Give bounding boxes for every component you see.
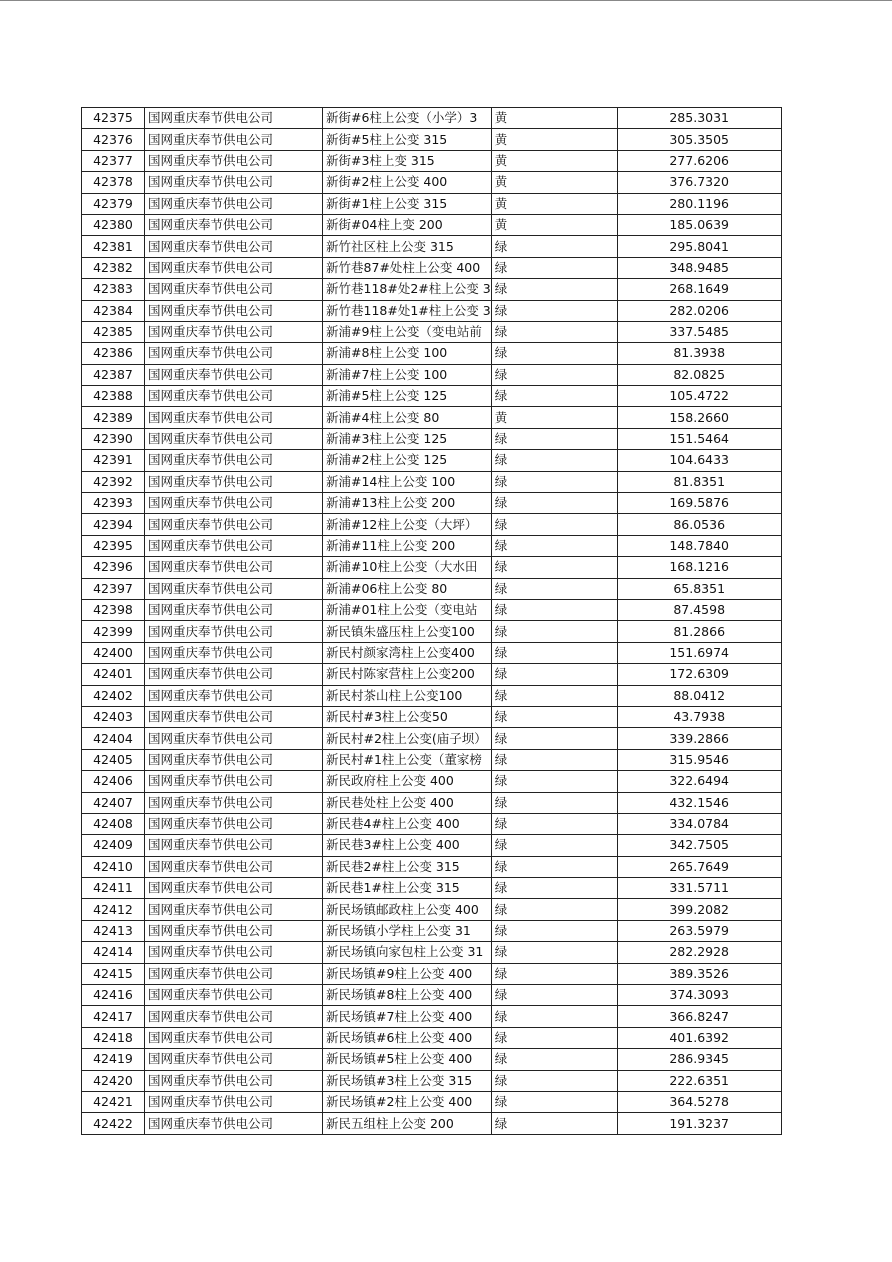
transformer-name-cell: 新民村#3柱上公变50 — [323, 706, 492, 727]
table-row — [82, 236, 782, 257]
value-cell: 82.0825 — [617, 364, 781, 385]
status-cell: 绿 — [491, 343, 617, 364]
table-row — [82, 1049, 782, 1070]
status-cell: 绿 — [491, 1006, 617, 1027]
value-cell: 389.3526 — [617, 963, 781, 984]
table-row — [82, 108, 782, 129]
status-cell: 绿 — [491, 899, 617, 920]
table-row — [82, 942, 782, 963]
status-cell: 绿 — [491, 578, 617, 599]
status-cell: 黄 — [491, 129, 617, 150]
company-cell: 国网重庆奉节供电公司 — [145, 985, 323, 1006]
row-id-cell: 42422 — [82, 1113, 145, 1134]
data-table — [81, 107, 782, 1135]
table-row — [82, 985, 782, 1006]
row-id-cell: 42408 — [82, 813, 145, 834]
transformer-name-cell: 新民村茶山柱上公变100 — [323, 685, 492, 706]
row-id-cell: 42396 — [82, 557, 145, 578]
status-cell: 绿 — [491, 920, 617, 941]
row-id-cell: 42380 — [82, 214, 145, 235]
table-row — [82, 407, 782, 428]
status-cell: 绿 — [491, 279, 617, 300]
row-id-cell: 42417 — [82, 1006, 145, 1027]
status-cell: 绿 — [491, 428, 617, 449]
status-cell: 绿 — [491, 1113, 617, 1134]
company-cell: 国网重庆奉节供电公司 — [145, 514, 323, 535]
value-cell: 151.5464 — [617, 428, 781, 449]
table-row — [82, 364, 782, 385]
table-row — [82, 728, 782, 749]
row-id-cell: 42400 — [82, 642, 145, 663]
status-cell: 绿 — [491, 835, 617, 856]
company-cell: 国网重庆奉节供电公司 — [145, 835, 323, 856]
transformer-name-cell: 新民巷2#柱上公变 315 — [323, 856, 492, 877]
table-row — [82, 428, 782, 449]
table-row — [82, 321, 782, 342]
status-cell: 绿 — [491, 364, 617, 385]
value-cell: 282.0206 — [617, 300, 781, 321]
company-cell: 国网重庆奉节供电公司 — [145, 343, 323, 364]
company-cell: 国网重庆奉节供电公司 — [145, 1070, 323, 1091]
value-cell: 339.2866 — [617, 728, 781, 749]
row-id-cell: 42398 — [82, 599, 145, 620]
row-id-cell: 42393 — [82, 493, 145, 514]
status-cell: 绿 — [491, 642, 617, 663]
row-id-cell: 42394 — [82, 514, 145, 535]
row-id-cell: 42409 — [82, 835, 145, 856]
transformer-name-cell: 新浦#3柱上公变 125 — [323, 428, 492, 449]
transformer-name-cell: 新街#1柱上公变 315 — [323, 193, 492, 214]
value-cell: 148.7840 — [617, 535, 781, 556]
transformer-name-cell: 新民场镇#8柱上公变 400 — [323, 985, 492, 1006]
table-row — [82, 493, 782, 514]
transformer-name-cell: 新民镇朱盛压柱上公变100 — [323, 621, 492, 642]
table-row — [82, 792, 782, 813]
value-cell: 81.3938 — [617, 343, 781, 364]
row-id-cell: 42391 — [82, 450, 145, 471]
company-cell: 国网重庆奉节供电公司 — [145, 1049, 323, 1070]
transformer-name-cell: 新浦#8柱上公变 100 — [323, 343, 492, 364]
value-cell: 277.6206 — [617, 150, 781, 171]
value-cell: 151.6974 — [617, 642, 781, 663]
row-id-cell: 42388 — [82, 386, 145, 407]
status-cell: 绿 — [491, 557, 617, 578]
status-cell: 绿 — [491, 856, 617, 877]
row-id-cell: 42379 — [82, 193, 145, 214]
value-cell: 86.0536 — [617, 514, 781, 535]
table-row — [82, 150, 782, 171]
company-cell: 国网重庆奉节供电公司 — [145, 706, 323, 727]
status-cell: 绿 — [491, 771, 617, 792]
status-cell: 绿 — [491, 792, 617, 813]
table-row — [82, 450, 782, 471]
table-row — [82, 599, 782, 620]
transformer-name-cell: 新民场镇#3柱上公变 315 — [323, 1070, 492, 1091]
status-cell: 绿 — [491, 535, 617, 556]
value-cell: 374.3093 — [617, 985, 781, 1006]
row-id-cell: 42383 — [82, 279, 145, 300]
row-id-cell: 42407 — [82, 792, 145, 813]
value-cell: 158.2660 — [617, 407, 781, 428]
row-id-cell: 42376 — [82, 129, 145, 150]
status-cell: 绿 — [491, 685, 617, 706]
value-cell: 185.0639 — [617, 214, 781, 235]
table-row — [82, 129, 782, 150]
transformer-name-cell: 新街#3柱上变 315 — [323, 150, 492, 171]
status-cell: 绿 — [491, 749, 617, 770]
status-cell: 绿 — [491, 1049, 617, 1070]
table-row — [82, 856, 782, 877]
value-cell: 172.6309 — [617, 664, 781, 685]
row-id-cell: 42392 — [82, 471, 145, 492]
table-row — [82, 813, 782, 834]
company-cell: 国网重庆奉节供电公司 — [145, 214, 323, 235]
row-id-cell: 42415 — [82, 963, 145, 984]
status-cell: 绿 — [491, 599, 617, 620]
row-id-cell: 42385 — [82, 321, 145, 342]
transformer-name-cell: 新民村颜家湾柱上公变400 — [323, 642, 492, 663]
table-row — [82, 706, 782, 727]
value-cell: 348.9485 — [617, 257, 781, 278]
status-cell: 绿 — [491, 728, 617, 749]
company-cell: 国网重庆奉节供电公司 — [145, 279, 323, 300]
table-row — [82, 899, 782, 920]
company-cell: 国网重庆奉节供电公司 — [145, 450, 323, 471]
company-cell: 国网重庆奉节供电公司 — [145, 386, 323, 407]
value-cell: 43.7938 — [617, 706, 781, 727]
company-cell: 国网重庆奉节供电公司 — [145, 172, 323, 193]
company-cell: 国网重庆奉节供电公司 — [145, 407, 323, 428]
table-body — [82, 108, 782, 1135]
transformer-name-cell: 新街#6柱上公变（小学）3 — [323, 108, 492, 129]
row-id-cell: 42386 — [82, 343, 145, 364]
company-cell: 国网重庆奉节供电公司 — [145, 1113, 323, 1134]
status-cell: 绿 — [491, 386, 617, 407]
value-cell: 342.7505 — [617, 835, 781, 856]
company-cell: 国网重庆奉节供电公司 — [145, 236, 323, 257]
company-cell: 国网重庆奉节供电公司 — [145, 557, 323, 578]
transformer-name-cell: 新街#2柱上公变 400 — [323, 172, 492, 193]
transformer-name-cell: 新浦#11柱上公变 200 — [323, 535, 492, 556]
company-cell: 国网重庆奉节供电公司 — [145, 813, 323, 834]
row-id-cell: 42375 — [82, 108, 145, 129]
row-id-cell: 42402 — [82, 685, 145, 706]
value-cell: 104.6433 — [617, 450, 781, 471]
company-cell: 国网重庆奉节供电公司 — [145, 108, 323, 129]
transformer-name-cell: 新民场镇#6柱上公变 400 — [323, 1027, 492, 1048]
company-cell: 国网重庆奉节供电公司 — [145, 428, 323, 449]
table-row — [82, 878, 782, 899]
value-cell: 191.3237 — [617, 1113, 781, 1134]
value-cell: 399.2082 — [617, 899, 781, 920]
transformer-name-cell: 新竹巷118#处2#柱上公变 3 — [323, 279, 492, 300]
table-row — [82, 963, 782, 984]
company-cell: 国网重庆奉节供电公司 — [145, 664, 323, 685]
value-cell: 282.2928 — [617, 942, 781, 963]
transformer-name-cell: 新民巷4#柱上公变 400 — [323, 813, 492, 834]
company-cell: 国网重庆奉节供电公司 — [145, 728, 323, 749]
table-row — [82, 300, 782, 321]
company-cell: 国网重庆奉节供电公司 — [145, 963, 323, 984]
value-cell: 265.7649 — [617, 856, 781, 877]
value-cell: 81.2866 — [617, 621, 781, 642]
value-cell: 65.8351 — [617, 578, 781, 599]
status-cell: 黄 — [491, 108, 617, 129]
status-cell: 绿 — [491, 1091, 617, 1112]
value-cell: 432.1546 — [617, 792, 781, 813]
status-cell: 绿 — [491, 664, 617, 685]
transformer-name-cell: 新民场镇#9柱上公变 400 — [323, 963, 492, 984]
value-cell: 334.0784 — [617, 813, 781, 834]
company-cell: 国网重庆奉节供电公司 — [145, 1091, 323, 1112]
status-cell: 绿 — [491, 1027, 617, 1048]
company-cell: 国网重庆奉节供电公司 — [145, 364, 323, 385]
value-cell: 286.9345 — [617, 1049, 781, 1070]
transformer-name-cell: 新竹社区柱上公变 315 — [323, 236, 492, 257]
value-cell: 315.9546 — [617, 749, 781, 770]
transformer-name-cell: 新浦#4柱上公变 80 — [323, 407, 492, 428]
company-cell: 国网重庆奉节供电公司 — [145, 878, 323, 899]
table-row — [82, 621, 782, 642]
table-row — [82, 771, 782, 792]
status-cell: 黄 — [491, 214, 617, 235]
row-id-cell: 42387 — [82, 364, 145, 385]
value-cell: 87.4598 — [617, 599, 781, 620]
table-row — [82, 642, 782, 663]
status-cell: 绿 — [491, 257, 617, 278]
transformer-name-cell: 新浦#12柱上公变（大坪） — [323, 514, 492, 535]
company-cell: 国网重庆奉节供电公司 — [145, 578, 323, 599]
company-cell: 国网重庆奉节供电公司 — [145, 193, 323, 214]
row-id-cell: 42377 — [82, 150, 145, 171]
transformer-name-cell: 新浦#10柱上公变（大水田 — [323, 557, 492, 578]
row-id-cell: 42416 — [82, 985, 145, 1006]
status-cell: 绿 — [491, 493, 617, 514]
transformer-name-cell: 新竹巷87#处柱上公变 400 — [323, 257, 492, 278]
row-id-cell: 42412 — [82, 899, 145, 920]
transformer-name-cell: 新民巷1#柱上公变 315 — [323, 878, 492, 899]
row-id-cell: 42397 — [82, 578, 145, 599]
row-id-cell: 42419 — [82, 1049, 145, 1070]
value-cell: 305.3505 — [617, 129, 781, 150]
company-cell: 国网重庆奉节供电公司 — [145, 129, 323, 150]
table-row — [82, 578, 782, 599]
company-cell: 国网重庆奉节供电公司 — [145, 899, 323, 920]
status-cell: 绿 — [491, 621, 617, 642]
status-cell: 黄 — [491, 150, 617, 171]
status-cell: 绿 — [491, 813, 617, 834]
status-cell: 绿 — [491, 321, 617, 342]
transformer-name-cell: 新浦#14柱上公变 100 — [323, 471, 492, 492]
transformer-name-cell: 新民场镇向家包柱上公变 31 — [323, 942, 492, 963]
value-cell: 222.6351 — [617, 1070, 781, 1091]
company-cell: 国网重庆奉节供电公司 — [145, 150, 323, 171]
row-id-cell: 42403 — [82, 706, 145, 727]
table-row — [82, 193, 782, 214]
value-cell: 169.5876 — [617, 493, 781, 514]
table-row — [82, 471, 782, 492]
row-id-cell: 42421 — [82, 1091, 145, 1112]
status-cell: 绿 — [491, 236, 617, 257]
transformer-name-cell: 新街#5柱上公变 315 — [323, 129, 492, 150]
status-cell: 绿 — [491, 300, 617, 321]
value-cell: 322.6494 — [617, 771, 781, 792]
transformer-name-cell: 新浦#01柱上公变（变电站 — [323, 599, 492, 620]
status-cell: 绿 — [491, 942, 617, 963]
value-cell: 376.7320 — [617, 172, 781, 193]
company-cell: 国网重庆奉节供电公司 — [145, 471, 323, 492]
transformer-name-cell: 新民场镇#2柱上公变 400 — [323, 1091, 492, 1112]
row-id-cell: 42404 — [82, 728, 145, 749]
row-id-cell: 42384 — [82, 300, 145, 321]
table-row — [82, 835, 782, 856]
transformer-name-cell: 新竹巷118#处1#柱上公变 3 — [323, 300, 492, 321]
transformer-name-cell: 新民场镇邮政柱上公变 400 — [323, 899, 492, 920]
row-id-cell: 42401 — [82, 664, 145, 685]
company-cell: 国网重庆奉节供电公司 — [145, 321, 323, 342]
row-id-cell: 42389 — [82, 407, 145, 428]
row-id-cell: 42390 — [82, 428, 145, 449]
value-cell: 280.1196 — [617, 193, 781, 214]
table-row — [82, 664, 782, 685]
value-cell: 268.1649 — [617, 279, 781, 300]
value-cell: 295.8041 — [617, 236, 781, 257]
row-id-cell: 42410 — [82, 856, 145, 877]
value-cell: 285.3031 — [617, 108, 781, 129]
table-row — [82, 1070, 782, 1091]
status-cell: 黄 — [491, 172, 617, 193]
row-id-cell: 42413 — [82, 920, 145, 941]
transformer-name-cell: 新民村#1柱上公变（董家榜 — [323, 749, 492, 770]
table-row — [82, 557, 782, 578]
transformer-name-cell: 新民场镇#7柱上公变 400 — [323, 1006, 492, 1027]
transformer-name-cell: 新民场镇#5柱上公变 400 — [323, 1049, 492, 1070]
value-cell: 331.5711 — [617, 878, 781, 899]
table-row — [82, 1113, 782, 1134]
table-row — [82, 1091, 782, 1112]
company-cell: 国网重庆奉节供电公司 — [145, 771, 323, 792]
page-edge-line — [0, 0, 892, 1]
row-id-cell: 42382 — [82, 257, 145, 278]
value-cell: 337.5485 — [617, 321, 781, 342]
company-cell: 国网重庆奉节供电公司 — [145, 621, 323, 642]
row-id-cell: 42378 — [82, 172, 145, 193]
value-cell: 105.4722 — [617, 386, 781, 407]
status-cell: 绿 — [491, 471, 617, 492]
table-row — [82, 214, 782, 235]
transformer-name-cell: 新民村#2柱上公变(庙子坝） — [323, 728, 492, 749]
table-row — [82, 685, 782, 706]
table-row — [82, 257, 782, 278]
company-cell: 国网重庆奉节供电公司 — [145, 1006, 323, 1027]
status-cell: 绿 — [491, 963, 617, 984]
row-id-cell: 42381 — [82, 236, 145, 257]
status-cell: 绿 — [491, 450, 617, 471]
table-row — [82, 343, 782, 364]
company-cell: 国网重庆奉节供电公司 — [145, 535, 323, 556]
company-cell: 国网重庆奉节供电公司 — [145, 792, 323, 813]
table-row — [82, 172, 782, 193]
company-cell: 国网重庆奉节供电公司 — [145, 856, 323, 877]
value-cell: 168.1216 — [617, 557, 781, 578]
transformer-name-cell: 新浦#13柱上公变 200 — [323, 493, 492, 514]
company-cell: 国网重庆奉节供电公司 — [145, 1027, 323, 1048]
value-cell: 366.8247 — [617, 1006, 781, 1027]
transformer-name-cell: 新浦#5柱上公变 125 — [323, 386, 492, 407]
transformer-name-cell: 新街#04柱上变 200 — [323, 214, 492, 235]
status-cell: 黄 — [491, 193, 617, 214]
transformer-name-cell: 新民五组柱上公变 200 — [323, 1113, 492, 1134]
table-row — [82, 1027, 782, 1048]
row-id-cell: 42406 — [82, 771, 145, 792]
row-id-cell: 42399 — [82, 621, 145, 642]
status-cell: 黄 — [491, 407, 617, 428]
company-cell: 国网重庆奉节供电公司 — [145, 920, 323, 941]
transformer-name-cell: 新民场镇小学柱上公变 31 — [323, 920, 492, 941]
transformer-name-cell: 新民政府柱上公变 400 — [323, 771, 492, 792]
table-row — [82, 920, 782, 941]
company-cell: 国网重庆奉节供电公司 — [145, 300, 323, 321]
table-row — [82, 386, 782, 407]
value-cell: 401.6392 — [617, 1027, 781, 1048]
transformer-name-cell: 新浦#06柱上公变 80 — [323, 578, 492, 599]
table-row — [82, 535, 782, 556]
value-cell: 364.5278 — [617, 1091, 781, 1112]
status-cell: 绿 — [491, 706, 617, 727]
company-cell: 国网重庆奉节供电公司 — [145, 685, 323, 706]
table-row — [82, 514, 782, 535]
value-cell: 81.8351 — [617, 471, 781, 492]
transformer-name-cell: 新民巷3#柱上公变 400 — [323, 835, 492, 856]
table-row — [82, 749, 782, 770]
company-cell: 国网重庆奉节供电公司 — [145, 257, 323, 278]
transformer-name-cell: 新浦#7柱上公变 100 — [323, 364, 492, 385]
transformer-name-cell: 新浦#9柱上公变（变电站前 — [323, 321, 492, 342]
transformer-name-cell: 新浦#2柱上公变 125 — [323, 450, 492, 471]
company-cell: 国网重庆奉节供电公司 — [145, 942, 323, 963]
company-cell: 国网重庆奉节供电公司 — [145, 493, 323, 514]
transformer-name-cell: 新民村陈家营柱上公变200 — [323, 664, 492, 685]
row-id-cell: 42420 — [82, 1070, 145, 1091]
company-cell: 国网重庆奉节供电公司 — [145, 749, 323, 770]
status-cell: 绿 — [491, 985, 617, 1006]
value-cell: 88.0412 — [617, 685, 781, 706]
status-cell: 绿 — [491, 878, 617, 899]
row-id-cell: 42411 — [82, 878, 145, 899]
row-id-cell: 42395 — [82, 535, 145, 556]
status-cell: 绿 — [491, 1070, 617, 1091]
table-row — [82, 279, 782, 300]
value-cell: 263.5979 — [617, 920, 781, 941]
row-id-cell: 42405 — [82, 749, 145, 770]
company-cell: 国网重庆奉节供电公司 — [145, 642, 323, 663]
row-id-cell: 42414 — [82, 942, 145, 963]
status-cell: 绿 — [491, 514, 617, 535]
company-cell: 国网重庆奉节供电公司 — [145, 599, 323, 620]
table-row — [82, 1006, 782, 1027]
row-id-cell: 42418 — [82, 1027, 145, 1048]
transformer-name-cell: 新民巷处柱上公变 400 — [323, 792, 492, 813]
